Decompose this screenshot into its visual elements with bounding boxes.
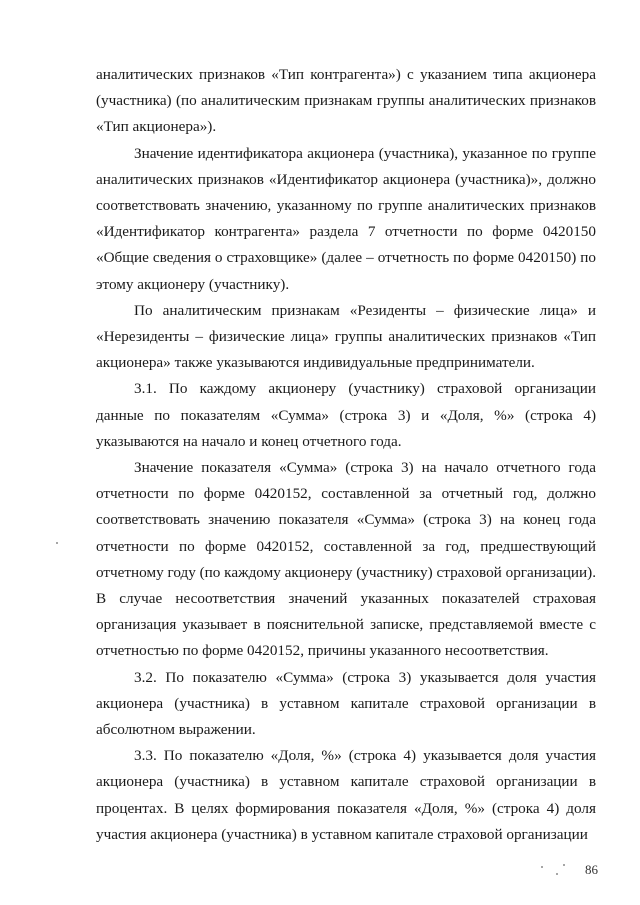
paragraph-3-3: 3.3. По показателю «Доля, %» (строка 4) указывается доля участия акционера (участника) в уставном капитале страховой организации в процентах. В целях формирования показателя «Доля, %» (строка 4) доля участия акционера (участника) в уставном капитале страховой организации: [96, 747, 596, 843]
scan-speck: [563, 864, 565, 866]
scan-speck: [541, 866, 543, 868]
paragraph-identifier: Значение идентификатора акционера (участника), указанное по группе аналитических признаков «Идентификатор акционера (участника)», должно соответствовать значению, указанному по группе аналитических признаков «Идентификатор контрагента» раздела 7 отчетности по форме 0420150 «Общие сведения о страховщике» (далее – отчетность по форме 0420150) по этому акционеру (участнику).: [96, 144, 596, 293]
scan-speck: [556, 873, 558, 875]
paragraph-residents: По аналитическим признакам «Резиденты – физические лица» и «Нерезиденты – физические лица» группы аналитических признаков «Тип акционера» также указываются индивидуальные предприниматели.: [96, 301, 596, 372]
paragraph-sum-value: Значение показателя «Сумма» (строка 3) на начало отчетного года отчетности по форме 0420152, составленной за отчетный год, должно соответствовать значению показателя «Сумма» (строка 3) на конец года отчетности по форме 0420152, составленной за год, предшествующий отчетному году (по каждому акционеру (участнику) страховой организации). В случае несоответствия значений указанных показателей страховая организация указывает в пояснительной записке, представляемой вместе с отчетностью по форме 0420152, причины указанного несоответствия.: [96, 459, 596, 660]
paragraph-continuation: аналитических признаков «Тип контрагента») с указанием типа акционера (участника) (по аналитическим признакам группы аналитических признаков «Тип акционера»).: [96, 66, 596, 136]
body-text: [96, 62, 596, 848]
page-number: 86: [585, 862, 598, 877]
paragraph-3-2: 3.2. По показателю «Сумма» (строка 3) указывается доля участия акционера (участника) в уставном капитале страховой организации в абсолютном выражении.: [96, 668, 596, 739]
scan-speck: [56, 542, 58, 544]
paragraph-3-1: 3.1. По каждому акционеру (участнику) страховой организации данные по показателям «Сумма» (строка 3) и «Доля, %» (строка 4) указываются на начало и конец отчетного года.: [96, 380, 596, 450]
